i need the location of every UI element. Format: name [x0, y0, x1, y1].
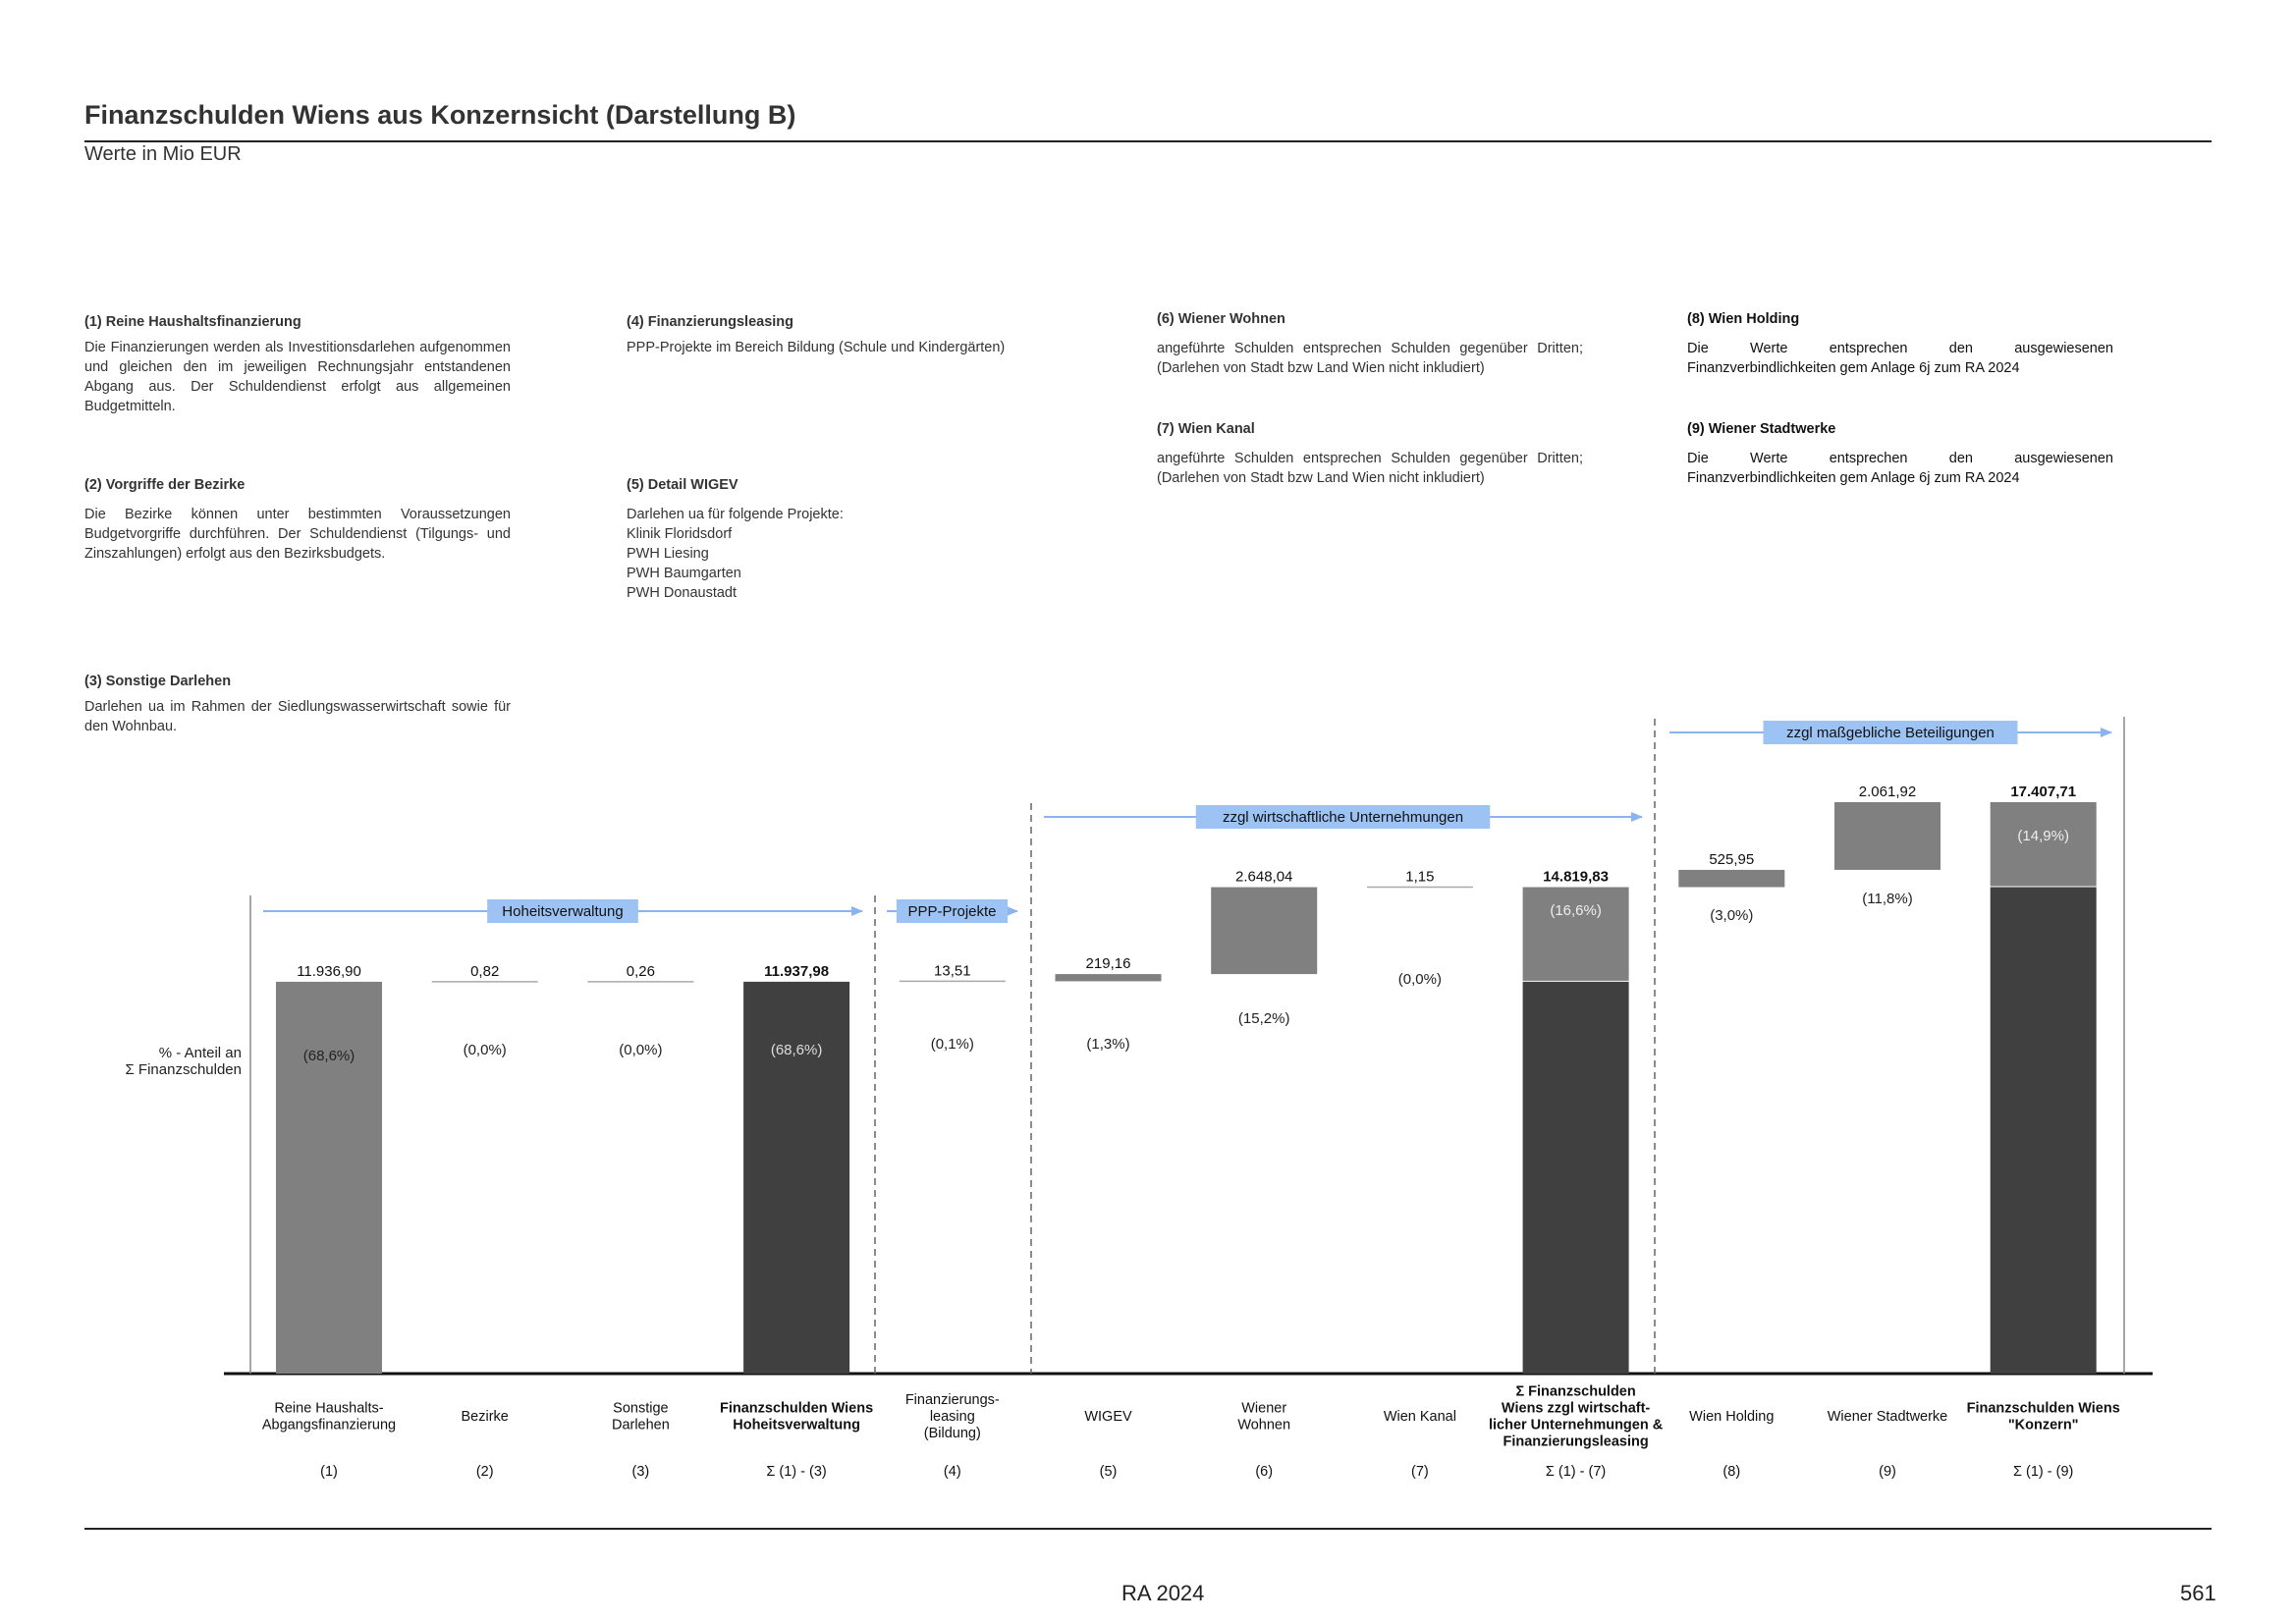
note-list-item: PWH Baumgarten	[627, 566, 741, 581]
percentage-label: (68,6%)	[302, 1048, 355, 1064]
category-code: (1)	[320, 1464, 338, 1480]
category-label: licher Unternehmungen &	[1488, 1417, 1664, 1434]
note-body: Die Werte entsprechen den ausgewiesenen Finanzverbindlichkeiten gem Anlage 6j zum RA 2024	[1687, 451, 2113, 486]
value-label: 2.648,04	[1235, 868, 1293, 886]
y-axis-label-line2: Σ Finanzschulden	[125, 1061, 242, 1078]
group-label: zzgl maßgebliche Beteiligungen	[1786, 725, 1995, 741]
note-body: angeführte Schulden entsprechen Schulden gegenüber Dritten; (Darlehen von Stadt bzw Land Wien nicht inkludiert)	[1157, 341, 1583, 376]
value-label: 13,51	[934, 962, 971, 980]
note-heading: (3) Sonstige Darlehen	[84, 674, 232, 689]
category-label: (Bildung)	[923, 1426, 981, 1441]
percentage-label: (1,3%)	[1086, 1036, 1130, 1053]
category-code: (3)	[631, 1464, 650, 1480]
group-label: Hoheitsverwaltung	[502, 903, 624, 920]
note-list-item: PWH Donaustadt	[627, 585, 738, 601]
category-code: (7)	[1411, 1464, 1429, 1480]
category-label: Wohnen	[1237, 1417, 1291, 1434]
total-bar-base	[1991, 888, 2097, 1374]
category-code: (6)	[1255, 1464, 1274, 1480]
page-subtitle: Werte in Mio EUR	[84, 143, 242, 165]
percentage-label: (68,6%)	[770, 1042, 823, 1058]
percentage-label: (0,0%)	[463, 1042, 507, 1058]
note-body: PPP-Projekte im Bereich Bildung (Schule und Kindergärten)	[627, 340, 1006, 355]
value-label: 219,16	[1085, 955, 1131, 973]
value-label: 17.407,71	[2010, 784, 2077, 800]
category-code: (5)	[1099, 1464, 1118, 1480]
category-label: WIGEV	[1084, 1409, 1132, 1425]
note-body: Die Bezirke können unter bestimmten Voraussetzungen Budgetvorgriffe durchführen. Der Schuldendienst (Tilgungs- und Zinszahlungen) erfolgt aus den Bezirksbudgets.	[84, 507, 511, 562]
note-heading: (4) Finanzierungsleasing	[627, 314, 793, 330]
step-bar	[1834, 802, 1941, 870]
note-body: angeführte Schulden entsprechen Schulden gegenüber Dritten; (Darlehen von Stadt bzw Land Wien nicht inkludiert)	[1157, 451, 1583, 486]
category-code: Σ (1) - (9)	[2013, 1464, 2074, 1480]
category-code: (8)	[1722, 1464, 1741, 1480]
total-bar	[743, 982, 849, 1374]
category-code: Σ (1) - (3)	[766, 1464, 827, 1480]
note-body: Die Finanzierungen werden als Investitionsdarlehen aufgenommen und gleichen den im jeweiligen Rechnungsjahr entstandenen Abgang aus. Der Schuldendienst erfolgt aus allgemeinen Budgetmitteln.	[84, 340, 511, 414]
group-label: PPP-Projekte	[907, 903, 997, 920]
category-code: (2)	[475, 1464, 494, 1480]
step-bar	[1211, 888, 1317, 975]
y-axis-label-line1: % - Anteil an	[158, 1045, 242, 1061]
note-body: Darlehen ua im Rahmen der Siedlungswasserwirtschaft sowie für den Wohnbau.	[84, 699, 511, 734]
percentage-label: (0,0%)	[1397, 971, 1442, 988]
category-label: Wiener Stadtwerke	[1827, 1409, 1948, 1425]
step-bar	[1056, 974, 1162, 981]
percentage-label: (11,8%)	[1862, 891, 1913, 907]
group-label: zzgl wirtschaftliche Unternehmungen	[1222, 809, 1464, 826]
category-label: Reine Haushalts-	[274, 1400, 384, 1417]
category-code: (4)	[943, 1464, 961, 1480]
note-heading: (7) Wien Kanal	[1157, 421, 1255, 437]
value-label: 0,26	[626, 962, 656, 980]
category-label: Σ Finanzschulden	[1515, 1383, 1636, 1400]
category-label: Wiener	[1241, 1400, 1287, 1417]
percentage-label: (0,1%)	[930, 1036, 974, 1053]
note-heading: (1) Reine Haushaltsfinanzierung	[84, 314, 301, 330]
page-title: Finanzschulden Wiens aus Konzernsicht (Darstellung B)	[84, 100, 796, 130]
category-code: Σ (1) - (7)	[1545, 1464, 1607, 1480]
note-heading: (2) Vorgriffe der Bezirke	[84, 477, 246, 493]
total-bar-increment	[1523, 888, 1629, 981]
note-body: Die Werte entsprechen den ausgewiesenen Finanzverbindlichkeiten gem Anlage 6j zum RA 2024	[1687, 341, 2113, 376]
category-label: Wien Kanal	[1383, 1409, 1456, 1425]
category-label: Finanzschulden Wiens	[720, 1400, 874, 1417]
category-label: Bezirke	[461, 1409, 509, 1425]
category-label: Hoheitsverwaltung	[733, 1417, 860, 1434]
percentage-label: (3,0%)	[1710, 907, 1754, 924]
category-label: Wien Holding	[1689, 1409, 1775, 1425]
note-intro: Darlehen ua für folgende Projekte:	[627, 507, 844, 522]
value-label: 11.937,98	[764, 962, 830, 980]
step-bar	[276, 982, 382, 1374]
footer-rule	[84, 1528, 2212, 1530]
percentage-label: (15,2%)	[1237, 1010, 1290, 1027]
value-label: 1,15	[1405, 868, 1435, 886]
category-label: Darlehen	[611, 1417, 670, 1434]
step-bar	[1678, 870, 1784, 888]
category-label: Finanzschulden Wiens	[1966, 1400, 2120, 1417]
category-label: Finanzierungs-	[904, 1392, 1000, 1408]
value-label: 525,95	[1709, 850, 1755, 868]
category-label: Finanzierungsleasing	[1503, 1434, 1649, 1450]
value-label: 11.936,90	[297, 962, 361, 980]
footer-page-number: 561	[2180, 1581, 2216, 1605]
note-heading: (8) Wien Holding	[1687, 311, 1800, 327]
percentage-label: (14,9%)	[2017, 828, 2069, 844]
value-label: 14.819,83	[1543, 868, 1609, 886]
value-label: 0,82	[470, 962, 500, 980]
note-list-item: PWH Liesing	[627, 546, 709, 562]
note-heading: (6) Wiener Wohnen	[1157, 311, 1285, 327]
category-label: Sonstige	[613, 1400, 669, 1417]
footer-report: RA 2024	[1121, 1581, 1205, 1605]
percentage-label: (16,6%)	[1550, 902, 1602, 919]
note-heading: (9) Wiener Stadtwerke	[1687, 421, 1836, 437]
category-code: (9)	[1879, 1464, 1896, 1480]
percentage-label: (0,0%)	[619, 1042, 663, 1058]
category-label: leasing	[929, 1409, 975, 1425]
note-list-item: Klinik Floridsdorf	[627, 526, 733, 542]
category-label: "Konzern"	[2007, 1417, 2079, 1434]
note-heading: (5) Detail WIGEV	[627, 477, 738, 493]
total-bar-base	[1523, 982, 1629, 1374]
value-label: 2.061,92	[1858, 784, 1917, 801]
category-label: Abgangsfinanzierung	[261, 1417, 397, 1434]
category-label: Wiens zzgl wirtschaft-	[1501, 1400, 1651, 1417]
